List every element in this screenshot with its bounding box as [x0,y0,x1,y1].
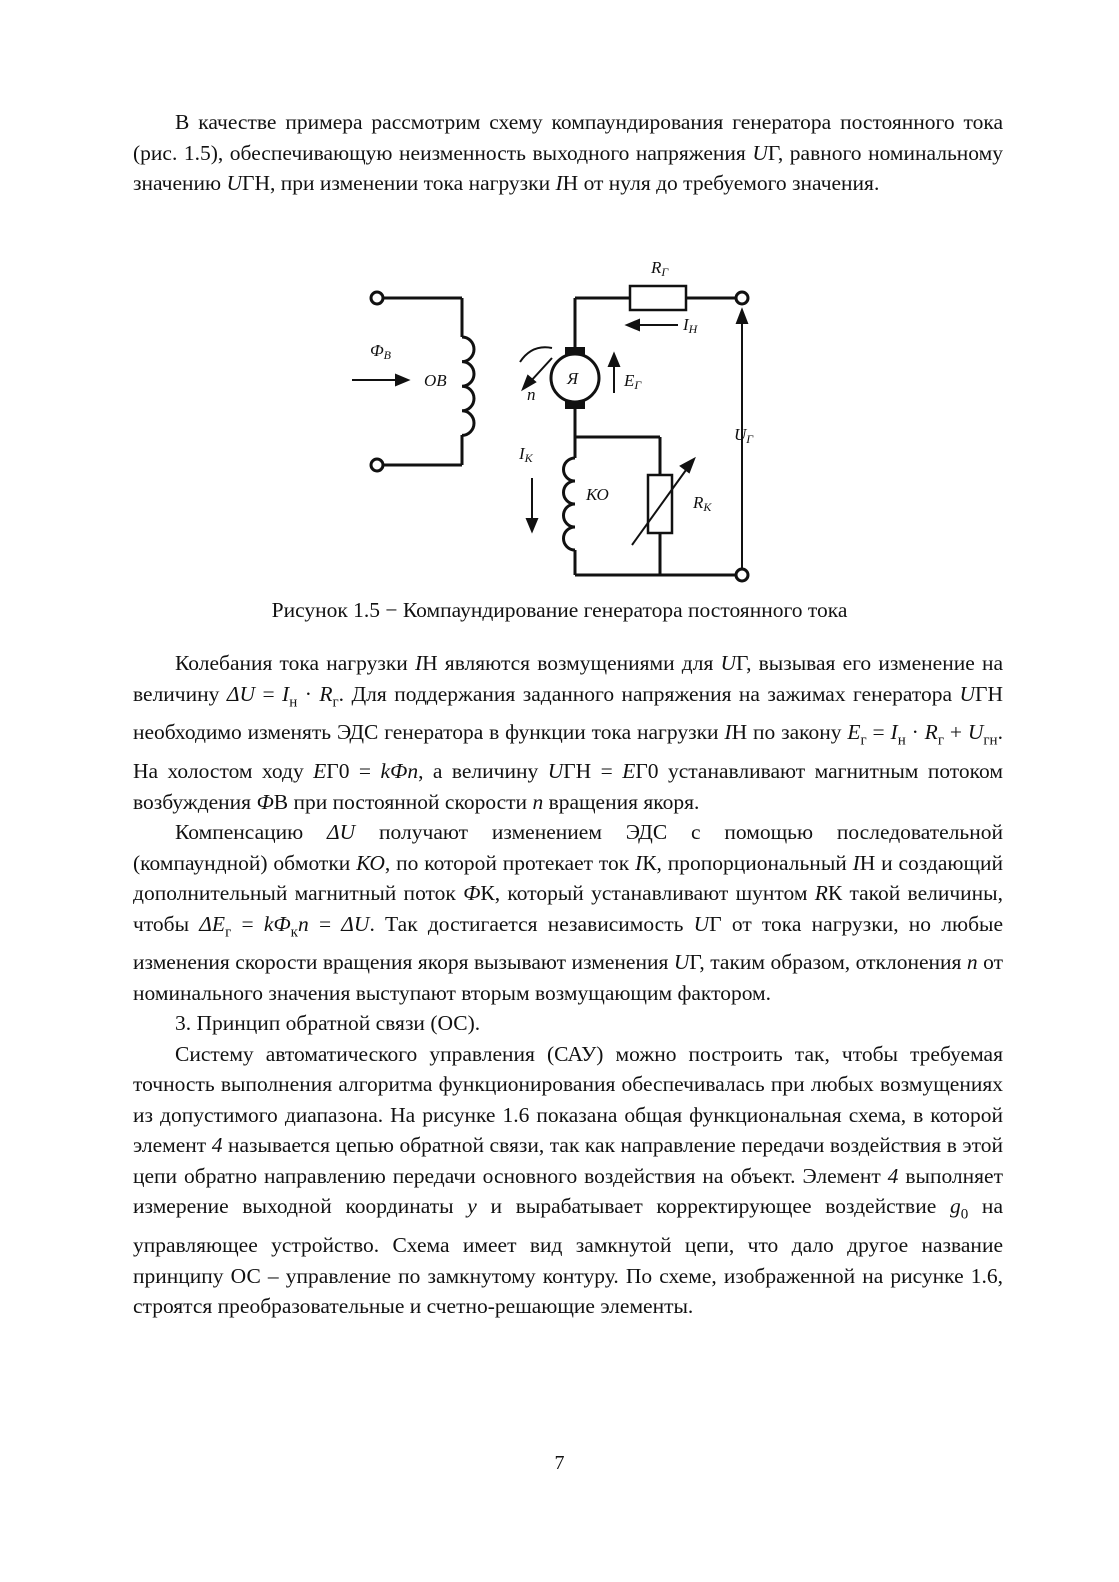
text-run: ΔU [226,681,255,706]
text-run: R [814,881,828,906]
text-run: устанавливают магнитным потоком возбуждения [133,759,1003,814]
text-run: В [273,789,289,814]
text-run: Ф [256,789,274,814]
section-heading [133,1008,1003,1039]
text-run: вращения якоря. [543,789,700,814]
text-run: + [943,720,968,745]
text-run: ГН [563,759,592,784]
svg-text:RГ: RГ [651,258,669,279]
figure-caption: Рисунок 1.5 − Компаундирование генератора постоянного тока [271,598,848,622]
text-run: Н [422,651,438,675]
text-run: Ф [463,881,481,906]
text-run: Н [731,720,748,745]
paragraph [133,1039,1003,1322]
svg-text:RК: RК [693,493,712,514]
text-run: К [642,850,657,875]
svg-text:Я: Я [567,369,579,388]
text-run: . Так достигается независимость [369,911,694,936]
text-run: Г [689,950,700,975]
text-run: U [547,759,564,784]
text-run: В качестве примера рассмотрим схему компаундирования генератора постоянного тока (рис. 1.5), обеспечивающую неизменность выходного напряжения [133,110,1003,165]
text-run: U [226,171,243,195]
text-run: g [949,1194,961,1219]
text-run: I [414,651,423,675]
text-run: I [852,850,860,875]
text-run: ΔE [199,911,226,936]
text-run: , по которой протекает ток [384,850,636,875]
text-run: Г [736,651,747,675]
text-run: U [693,911,710,936]
text-run: Компенсацию [175,820,328,845]
text-run: , равного номинальному значению [133,140,1004,195]
text-run: I [635,850,643,875]
text-run: 3. Принцип обратной связи (ОС). [175,1011,481,1036]
text-run: , который устанавливают шунтом [494,881,815,906]
svg-text:n: n [527,385,536,404]
text-run: гн [983,732,998,749]
text-run: I [890,720,898,745]
text-run: К [480,881,495,906]
body-text [133,648,1003,1322]
paragraph [133,648,1003,817]
text-run: I [724,720,732,745]
svg-text:ФВ: ФВ [370,341,392,362]
text-run: ΔU [341,911,370,936]
text-run: , при изменении тока нагрузки [270,171,556,195]
text-run: U [959,681,976,706]
text-run: = [349,759,381,784]
text-run: ГН [975,681,1003,706]
text-run: Г0 [326,759,350,784]
svg-text:IК: IК [519,444,533,465]
text-run: от нуля до требуемого значения. [578,171,880,195]
text-run: R [924,720,938,745]
text-run: Г [709,911,722,936]
text-run: kФn [380,759,419,784]
text-run: КО [356,850,385,875]
text-run: г [860,732,867,749]
text-run: Н [562,171,579,195]
text-run: ΔU [327,820,356,845]
text-run: , пропорциональный [656,850,853,875]
text-run: г [332,693,339,710]
text-run: Систему автоматического управления (САУ) можно построить так, чтобы требуемая точность выполнения алгоритма функционирования обеспечивалась при любых возмущениях из допустимого диапазона. На рисунке 1.6 показана общая функциональная схема, в которой элемент [133,1041,1003,1158]
text-run: ГН [242,171,270,195]
paragraph [133,107,1003,199]
text-run: Г0 [635,759,659,784]
text-run: по закону [747,720,848,745]
text-run: · [905,720,925,745]
text-run: Г [767,140,778,165]
text-run: на управляющее устройство. Схема имеет вид замкнутой цепи, что дало другое название принципу ОС – управление по замкнутому контуру. По схеме, изображенной на рисунке 1.6, строятся преобразовательные и счетно-решающие элементы. [133,1194,1003,1319]
paragraph [133,817,1003,1008]
text-run: U [752,140,768,165]
circuit-diagram [330,255,780,590]
text-run: = [591,759,623,784]
text-run: kФ [263,911,291,936]
text-run: = [231,911,264,936]
intro-text [133,107,1003,199]
text-run: Колебания тока нагрузки [175,651,415,675]
text-run: и создающий дополнительный магнитный поток [133,850,1004,906]
text-run: = [255,681,283,706]
text-run: к [290,923,298,940]
text-run: такой величины, чтобы [133,881,1004,936]
text-run: = [866,720,891,745]
text-run: · [297,681,320,706]
text-run: n [297,911,309,936]
text-run: R [319,681,333,706]
svg-text:EГ: EГ [624,371,642,392]
text-run: н [289,693,298,710]
text-run: н [897,732,906,749]
svg-text:КО: КО [586,485,609,504]
text-run: E [622,759,636,784]
text-run: получают изменением ЭДС с помощью последовательной (компаундной) обмотки [133,820,1003,875]
text-run: , таким образом, отклонения [699,950,967,975]
text-run: I [282,681,290,706]
svg-text:ОВ: ОВ [424,371,447,390]
text-run: от тока нагрузки, но любые изменения скорости вращения якоря вызывают изменения [133,911,1003,975]
svg-text:UГ: UГ [734,425,754,446]
text-run: U [673,950,690,975]
text-run: необходимо изменять ЭДС генератора в функции тока нагрузки [133,720,725,745]
text-run: , вызывая его изменение на величину [133,651,1003,706]
text-run: при постоянной скорости [288,789,533,814]
text-run: 0 [960,1206,969,1223]
text-run: . На холостом ходу [133,720,1003,784]
svg-text:IН: IН [683,315,698,336]
text-run: E [847,720,861,745]
text-run: . Для поддержания заданного напряжения на зажимах генератора [338,681,960,706]
text-run: от номинального значения выступают вторым возмущающим фактором. [133,950,1003,1005]
text-run: E [313,759,327,784]
text-run: = [308,911,342,936]
page-number: 7 [554,1452,565,1474]
text-run: 4 [211,1133,223,1158]
text-run: г [937,732,944,749]
text-run: y [467,1194,477,1219]
text-run: К [827,881,843,906]
text-run: 4 [887,1163,899,1188]
text-run: и вырабатывает корректирующее воздействие [476,1194,950,1219]
text-run: , а величину [418,759,548,784]
text-run: являются возмущениями для [437,651,721,675]
text-run: выполняет измерение выходной координаты [133,1163,1003,1219]
text-run: Н [859,850,876,875]
text-run: n [966,950,978,975]
text-run: называется цепью обратной связи, так как направление передачи воздействия в этой цепи обратно направлению передачи основного воздействия на объект. Элемент [133,1133,1003,1188]
text-run: г [225,923,232,940]
text-run: n [532,789,544,814]
text-run: U [720,651,737,675]
text-run: I [555,171,563,195]
text-run: U [967,720,984,745]
